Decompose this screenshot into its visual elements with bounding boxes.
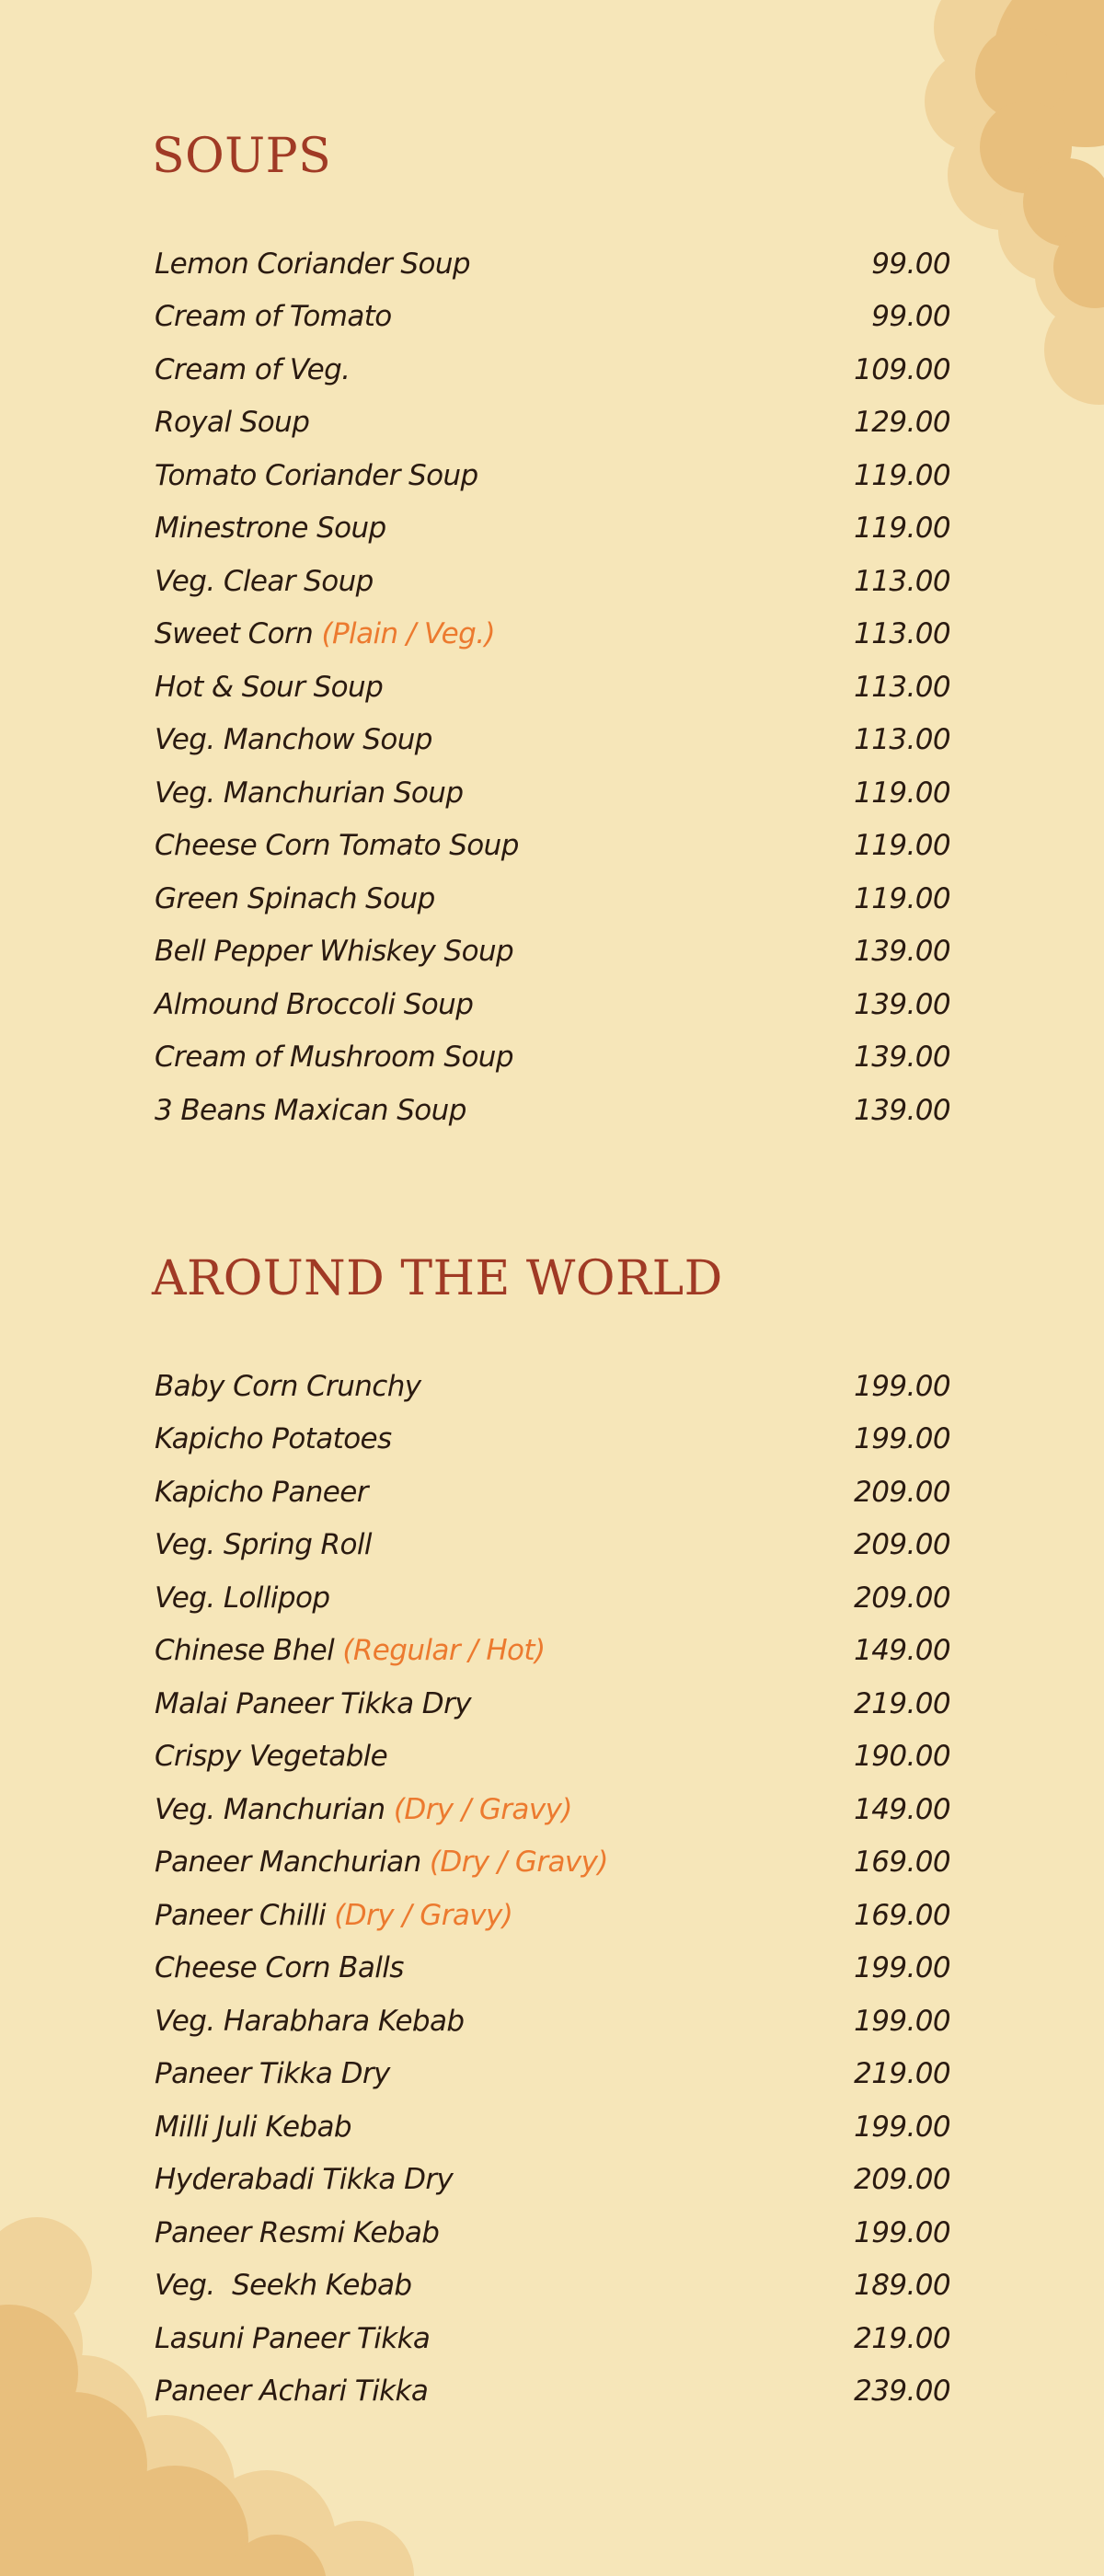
item-name-text: Crispy Vegetable xyxy=(155,1740,388,1774)
item-name xyxy=(155,1951,404,1984)
item-price: 113.00 xyxy=(854,723,950,757)
item-note: (Plain / Veg.) xyxy=(321,617,495,651)
item-name-text: Tomato Coriander Soup xyxy=(155,458,478,492)
item-price: 113.00 xyxy=(854,617,950,651)
item-name xyxy=(155,1740,387,1773)
item-price: 169.00 xyxy=(854,1846,950,1880)
menu-item xyxy=(155,978,950,1031)
item-price: 199.00 xyxy=(854,2004,950,2038)
item-name-text: Bell Pepper Whiskey Soup xyxy=(155,935,514,969)
item-price: 139.00 xyxy=(854,987,950,1021)
item-name xyxy=(155,300,392,333)
item-name-text: Hot & Sour Soup xyxy=(155,670,384,704)
item-price: 190.00 xyxy=(854,1740,950,1774)
menu-item xyxy=(155,1783,950,1836)
menu-item xyxy=(155,661,950,714)
menu-item xyxy=(155,872,950,926)
item-name-text: Minestrone Soup xyxy=(155,512,386,546)
item-name-text: Hyderabadi Tikka Dry xyxy=(155,2163,454,2197)
menu-item xyxy=(155,766,950,820)
item-name xyxy=(155,1846,608,1879)
item-price: 119.00 xyxy=(854,881,950,915)
item-name xyxy=(155,1476,368,1509)
menu-item xyxy=(155,1889,950,1942)
item-name-text: Paneer Resmi Kebab xyxy=(155,2215,440,2249)
item-price: 139.00 xyxy=(854,1093,950,1127)
item-price: 113.00 xyxy=(854,670,950,704)
item-price: 219.00 xyxy=(854,2321,950,2355)
menu-item xyxy=(155,1084,950,1137)
item-price: 149.00 xyxy=(854,1792,950,1826)
menu-item xyxy=(155,1360,950,1413)
item-name xyxy=(155,2110,351,2144)
menu-item xyxy=(155,2154,950,2207)
menu-item xyxy=(155,397,950,450)
menu-item xyxy=(155,343,950,397)
item-price: 199.00 xyxy=(854,1951,950,1985)
item-name-text: 3 Beans Maxican Soup xyxy=(155,1093,466,1127)
item-price: 199.00 xyxy=(854,1369,950,1403)
menu-item xyxy=(155,291,950,344)
item-name xyxy=(155,882,435,915)
item-price: 99.00 xyxy=(871,247,950,281)
item-name xyxy=(155,1370,421,1403)
item-name xyxy=(155,1094,466,1127)
menu-item xyxy=(155,237,950,291)
item-name xyxy=(155,565,374,598)
item-name-text: Veg. Lollipop xyxy=(155,1581,330,1615)
menu-item xyxy=(155,2206,950,2260)
menu-item xyxy=(155,502,950,556)
item-name xyxy=(155,2057,390,2090)
menu-item xyxy=(155,2312,950,2365)
menu-item xyxy=(155,2048,950,2101)
item-name xyxy=(155,1581,329,1615)
item-name-text: Lemon Coriander Soup xyxy=(155,247,470,281)
item-name-text: Veg. Manchow Soup xyxy=(155,723,432,757)
item-name xyxy=(155,1041,513,1074)
item-name-text: Veg. Manchurian Soup xyxy=(155,776,464,810)
menu-item xyxy=(155,714,950,767)
item-name-text: Milli Juli Kebab xyxy=(155,2110,351,2144)
item-name xyxy=(155,512,386,545)
item-name-text: Cheese Corn Tomato Soup xyxy=(155,829,519,863)
item-note: (Dry / Gravy) xyxy=(429,1846,608,1880)
section-title-around-the-world: AROUND THE WORLD xyxy=(152,1251,723,1306)
item-name xyxy=(155,2269,411,2302)
item-name xyxy=(155,2163,453,2196)
item-name-text: Veg. Clear Soup xyxy=(155,564,374,598)
menu-item xyxy=(155,820,950,873)
item-price: 209.00 xyxy=(854,1528,950,1562)
item-name-text: Paneer Chilli xyxy=(155,1898,327,1932)
item-name xyxy=(155,406,309,439)
item-price: 113.00 xyxy=(854,564,950,598)
item-name-text: Cheese Corn Balls xyxy=(155,1951,404,1985)
menu-item xyxy=(155,2260,950,2313)
item-name-text: Chinese Bhel xyxy=(155,1634,335,1668)
item-name xyxy=(155,776,463,810)
item-name-text: Veg. Seekh Kebab xyxy=(155,2269,412,2303)
item-name-text: Cream of Tomato xyxy=(155,300,392,334)
item-price: 139.00 xyxy=(854,1041,950,1075)
item-price: 239.00 xyxy=(854,2375,950,2409)
menu-item xyxy=(155,1836,950,1890)
item-price: 119.00 xyxy=(854,458,950,492)
item-name-text: Veg. Manchurian xyxy=(155,1792,385,1826)
item-name-text: Sweet Corn xyxy=(155,617,314,651)
item-name xyxy=(155,1422,392,1455)
item-price: 199.00 xyxy=(854,1422,950,1456)
menu-item xyxy=(155,1466,950,1519)
section-title-soups: SOUPS xyxy=(152,129,332,184)
menu-item xyxy=(155,2365,950,2419)
item-note: (Dry / Gravy) xyxy=(393,1792,572,1826)
item-name-text: Green Spinach Soup xyxy=(155,881,435,915)
menu-item xyxy=(155,1625,950,1678)
item-name xyxy=(155,2216,439,2249)
item-name xyxy=(155,353,350,386)
item-price: 99.00 xyxy=(871,300,950,334)
item-name-text: Baby Corn Crunchy xyxy=(155,1369,421,1403)
item-note: (Regular / Hot) xyxy=(342,1634,546,1668)
item-name-text: Malai Paneer Tikka Dry xyxy=(155,1686,471,1720)
item-name xyxy=(155,2005,464,2038)
item-name-text: Lasuni Paneer Tikka xyxy=(155,2321,431,2355)
item-name xyxy=(155,1793,572,1826)
item-price: 119.00 xyxy=(854,512,950,546)
item-name-text: Almound Broccoli Soup xyxy=(155,987,474,1021)
soups-item-list xyxy=(155,237,950,1137)
item-price: 119.00 xyxy=(854,776,950,810)
item-note: (Dry / Gravy) xyxy=(334,1898,513,1932)
menu-item xyxy=(155,1413,950,1466)
item-price: 129.00 xyxy=(854,406,950,440)
menu-item xyxy=(155,1031,950,1085)
menu-item xyxy=(155,608,950,661)
item-price: 209.00 xyxy=(854,1581,950,1615)
menu-item xyxy=(155,449,950,502)
menu-item xyxy=(155,926,950,979)
item-name xyxy=(155,247,470,281)
menu-item xyxy=(155,1995,950,2048)
item-price: 199.00 xyxy=(854,2110,950,2144)
item-name-text: Royal Soup xyxy=(155,406,310,440)
item-price: 209.00 xyxy=(854,2163,950,2197)
item-name xyxy=(155,723,432,756)
item-name xyxy=(155,671,383,704)
item-name xyxy=(155,1687,471,1720)
menu-item xyxy=(155,1571,950,1625)
item-price: 219.00 xyxy=(854,2057,950,2091)
item-price: 109.00 xyxy=(854,352,950,386)
item-price: 209.00 xyxy=(854,1475,950,1509)
menu-item xyxy=(155,555,950,608)
item-name xyxy=(155,1899,512,1932)
menu-item xyxy=(155,1942,950,1995)
item-name-text: Veg. Spring Roll xyxy=(155,1528,372,1562)
item-name-text: Veg. Harabhara Kebab xyxy=(155,2004,465,2038)
item-name xyxy=(155,935,513,968)
item-name-text: Cream of Veg. xyxy=(155,352,351,386)
item-price: 169.00 xyxy=(854,1898,950,1932)
around-the-world-item-list xyxy=(155,1360,950,2418)
item-name xyxy=(155,1528,372,1561)
item-name xyxy=(155,829,519,862)
item-name xyxy=(155,459,478,492)
item-price: 199.00 xyxy=(854,2215,950,2249)
item-price: 139.00 xyxy=(854,935,950,969)
item-name xyxy=(155,988,473,1021)
item-price: 219.00 xyxy=(854,1686,950,1720)
item-name-text: Paneer Tikka Dry xyxy=(155,2057,390,2091)
item-name xyxy=(155,2322,430,2355)
item-name-text: Kapicho Potatoes xyxy=(155,1422,392,1456)
item-name xyxy=(155,2375,428,2408)
item-name-text: Cream of Mushroom Soup xyxy=(155,1041,513,1075)
item-name xyxy=(155,1634,545,1667)
item-price: 119.00 xyxy=(854,829,950,863)
menu-item xyxy=(155,1677,950,1731)
item-name xyxy=(155,617,495,650)
item-name-text: Paneer Manchurian xyxy=(155,1846,421,1880)
item-name-text: Paneer Achari Tikka xyxy=(155,2375,429,2409)
item-name-text: Kapicho Paneer xyxy=(155,1475,368,1509)
menu-item xyxy=(155,2100,950,2154)
menu-item xyxy=(155,1731,950,1784)
menu-item xyxy=(155,1519,950,1572)
item-price: 189.00 xyxy=(854,2269,950,2303)
item-price: 149.00 xyxy=(854,1634,950,1668)
